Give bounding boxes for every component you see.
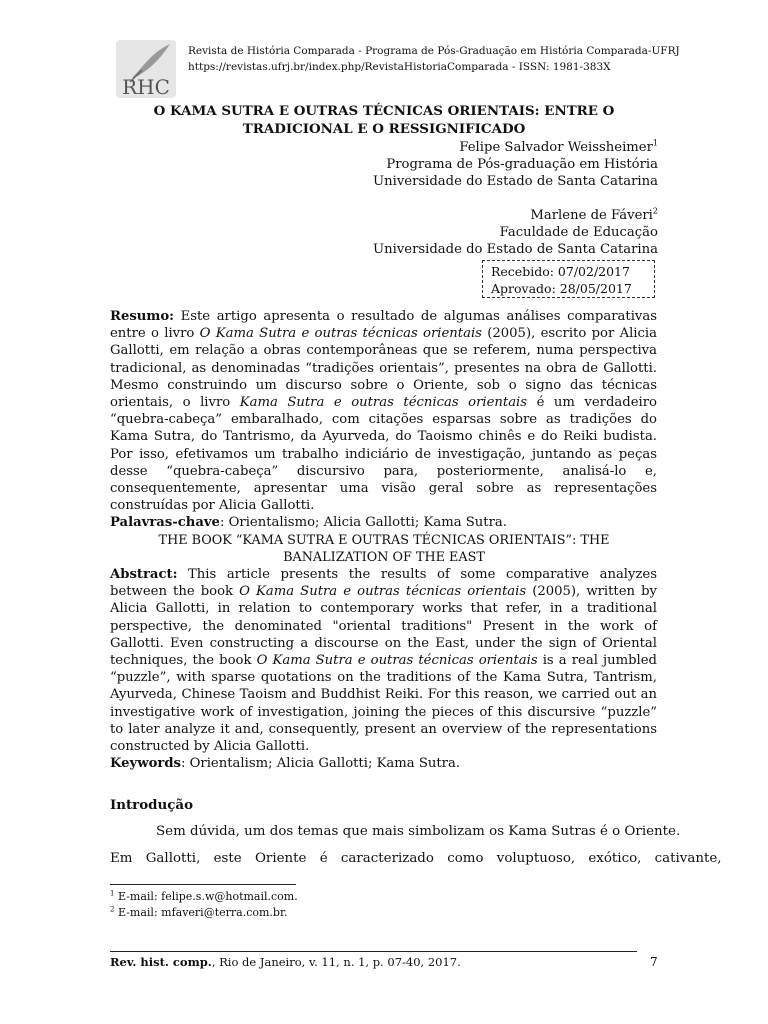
logo-text: RHC — [122, 75, 170, 99]
footer-citation-rest: , Rio de Janeiro, v. 11, n. 1, p. 07-40, 2017. — [211, 955, 461, 969]
page-number: 7 — [650, 955, 658, 969]
author-1-university: Universidade do Estado de Santa Catarina — [373, 174, 658, 189]
footnote-ref-2[interactable]: 2 — [652, 206, 658, 216]
footnote-2-number: 2 — [110, 905, 115, 914]
resumo-label: Resumo: — [110, 309, 174, 324]
approved-date: Aprovado: 28/05/2017 — [491, 281, 632, 296]
dates-box — [482, 260, 655, 298]
abstract-text-1: This article presents the results of some comparative analyzes between the book — [110, 567, 657, 600]
article-title: O KAMA SUTRA E OUTRAS TÉCNICAS ORIENTAIS: ENTRE O TRADICIONAL E O RESSIGNIFICADO — [153, 103, 615, 137]
footer-divider — [110, 951, 637, 952]
author-2-university: Universidade do Estado de Santa Catarina — [373, 242, 658, 257]
author-2-name — [530, 208, 658, 223]
journal-url-line: https://revistas.ufrj.br/index.php/RevistaHistoriaComparada - ISSN: 1981-383X — [188, 61, 611, 73]
abstract-text-2: (2005), written by Alicia Gallotti, in relation to contemporary works that refer, in a traditional perspective, the denominated "oriental traditions" Present in the work of Gallotti. Even constructing a discourse on the East, under the sign of Oriental techniques, the book — [110, 584, 658, 669]
abstract-book-title-2: O Kama Sutra e outras técnicas orientais — [256, 653, 538, 669]
resumo-text-2: (2005), escrito por Alicia Gallotti, em relação a obras contemporâneas que se referem, numa perspectiva tradicional, as denominadas “tradições orientais”, presentes na obra de Gallotti. Mesmo construindo um discurso sobre o Oriente, sob o signo das técnicas orientais, o livro — [110, 326, 657, 411]
author-1-program: Programa de Pós-graduação em História — [386, 157, 658, 172]
keywords-text: : Orientalism; Alicia Gallotti; Kama Sutra. — [180, 756, 461, 772]
keywords-label: Keywords — [110, 756, 181, 772]
footnote-2-email[interactable]: E-mail: mfaveri@terra.com.br. — [114, 906, 288, 919]
english-title: THE BOOK “KAMA SUTRA E OUTRAS TÉCNICAS ORIENTAIS”: THE BANALIZATION OF THE EAST — [158, 533, 610, 565]
palavras-chave-label: Palavras-chave — [110, 515, 220, 531]
abstract-text-3: is a real jumbled “puzzle”, with sparse quotations on the traditions of the Kama Sutra, Tantrism, Ayurveda, Chinese Taoism and Buddhist Reiki. For this reason, we carried out an investigative work of investigation, joining the pieces of this discursive “puzzle” to later analyze it and, consequently, present an overview of the representations constructed by Alicia Gallotti. — [110, 653, 657, 755]
footer-citation — [110, 955, 461, 969]
footnote-1-number: 1 — [110, 889, 115, 898]
footnote-1-email[interactable]: E-mail: felipe.s.w@hotmail.com. — [114, 890, 298, 903]
resumo-book-title-2: Kama Sutra e outras técnicas orientais — [239, 395, 528, 411]
quill-logo-icon — [112, 38, 182, 100]
resumo-book-title-1: O Kama Sutra e outras técnicas orientais — [199, 326, 482, 342]
author-1-name — [459, 140, 658, 155]
received-date: Recebido: 07/02/2017 — [491, 264, 630, 279]
journal-logo — [112, 38, 182, 100]
footnote-ref-1[interactable]: 1 — [652, 138, 658, 148]
author-1-name-text: Felipe Salvador Weissheimer — [459, 140, 653, 155]
footer-journal-name: Rev. hist. comp. — [110, 955, 212, 969]
intro-line-1: Sem dúvida, um dos temas que mais simbolizam os Kama Sutras é o Oriente. — [156, 824, 681, 839]
journal-header-line: Revista de História Comparada - Programa de Pós-Graduação em História Comparada-UFRJ — [188, 45, 680, 57]
resumo-text-3: é um verdadeiro “quebra-cabeça” embaralhado, com citações esparsas sobre as tradições do Kama Sutra, do Tantrismo, da Ayurveda, do Taoismo chinês e do Reiki budista. Por isso, efetivamos um trabalho indiciário de investigação, juntando as peças desse “quebra-cabeça” discursivo para, posteriormente, analisá-lo e, consequentemente, apresentar uma visão geral sobre as representações construídas por Alicia Gallotti. — [110, 395, 657, 514]
footnote-2 — [110, 906, 288, 919]
footnote-1 — [110, 890, 298, 903]
abstract-label: Abstract: — [110, 567, 178, 582]
abstract-paragraph — [110, 566, 657, 772]
author-2-name-text: Marlene de Fáveri — [530, 208, 653, 223]
intro-line-2: Em Gallotti, este Oriente é caracterizado como voluptuoso, exótico, cativante, — [110, 851, 722, 866]
palavras-chave-text: : Orientalismo; Alicia Gallotti; Kama Sutra. — [219, 515, 507, 531]
resumo-text-1: Este artigo apresenta o resultado de algumas análises comparativas entre o livro — [110, 309, 657, 342]
resumo-paragraph — [110, 308, 657, 532]
section-heading-introducao: Introdução — [110, 797, 194, 813]
abstract-book-title-1: O Kama Sutra e outras técnicas orientais — [239, 584, 527, 600]
author-2-faculty: Faculdade de Educação — [499, 225, 658, 240]
footnote-divider — [110, 884, 296, 885]
